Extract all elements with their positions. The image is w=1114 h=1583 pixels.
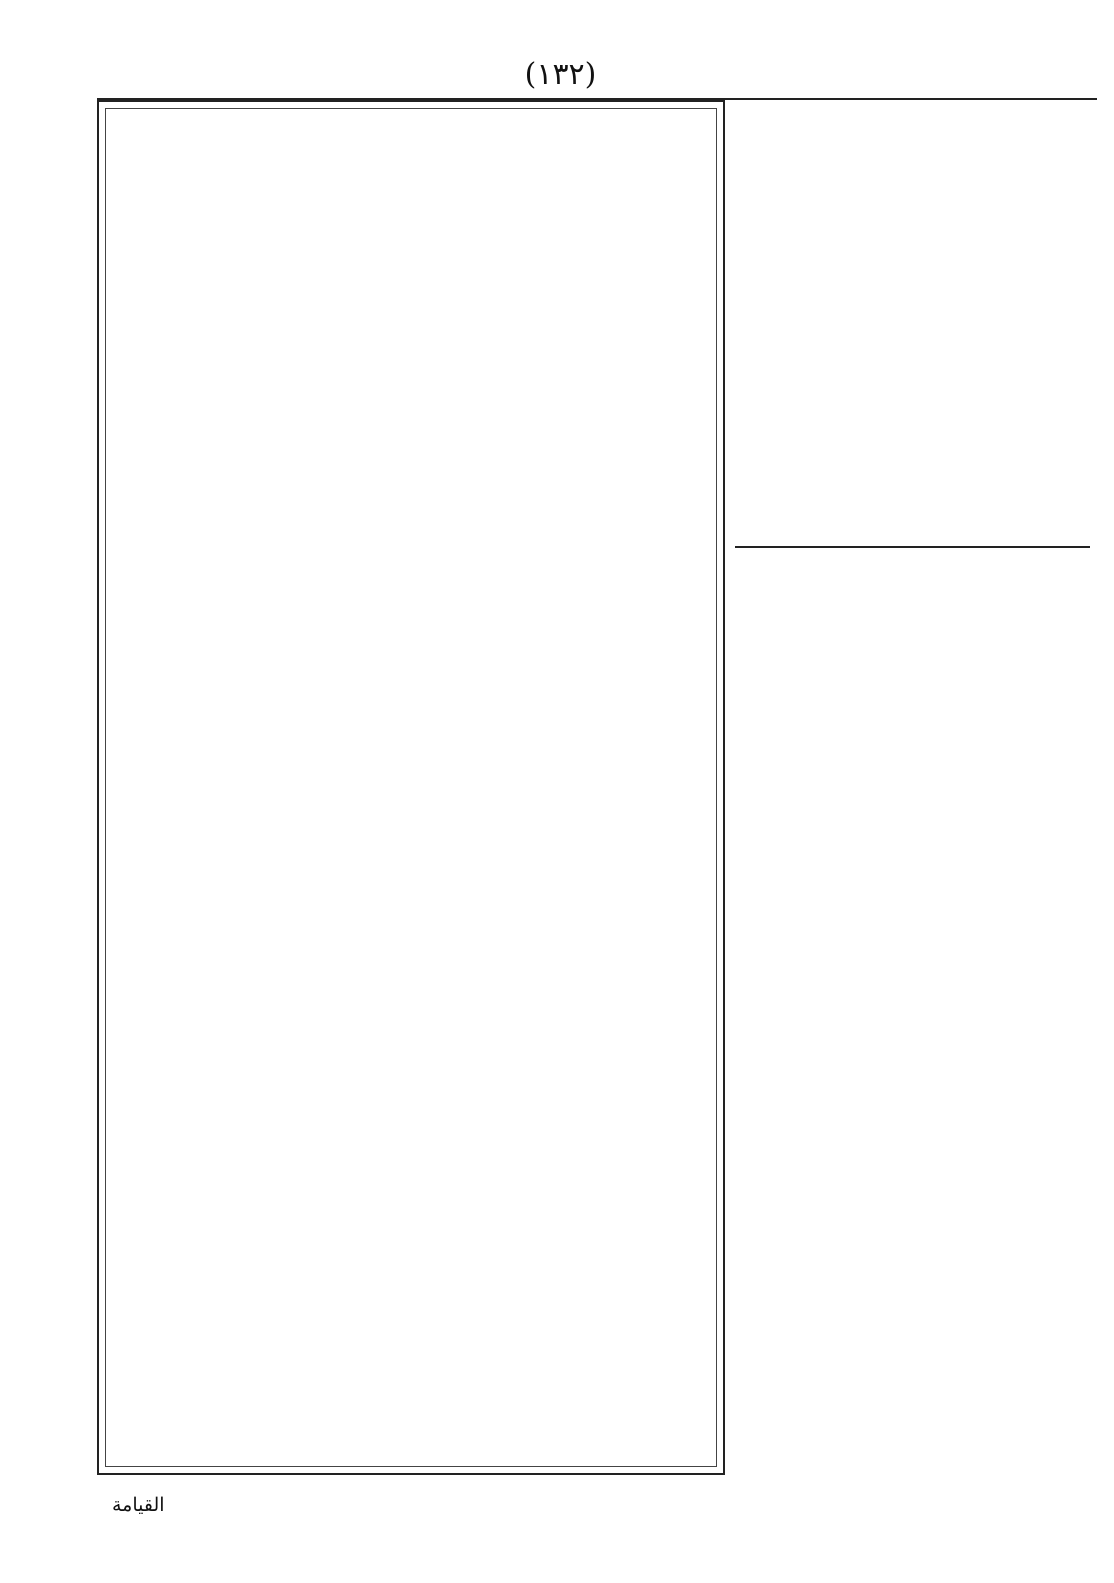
main-text-line: [115, 1439, 707, 1469]
main-text-line: [115, 1292, 707, 1322]
margin-bottom-line: [738, 1397, 1090, 1427]
margin-bottom-line: [738, 1165, 1090, 1195]
margin-bottom-line: [738, 701, 1090, 731]
main-text-line: [115, 322, 707, 352]
margin-bottom-line: [738, 1078, 1090, 1108]
main-text-line: [115, 645, 707, 675]
main-text-line: [115, 410, 707, 440]
margin-bottom-line: [738, 1107, 1090, 1137]
main-text-line: [115, 1380, 707, 1410]
margin-top-line: [738, 169, 1090, 199]
main-text-line: [115, 528, 707, 558]
margin-top-line: [738, 196, 1090, 226]
main-text-line: [115, 616, 707, 646]
main-text-line: [115, 263, 707, 293]
main-text-line: [115, 586, 707, 616]
main-text-line: [115, 792, 707, 822]
margin-bottom-line: [738, 1049, 1090, 1079]
margin-bottom-line: [738, 585, 1090, 615]
main-text-line: [115, 439, 707, 469]
main-text-line: [115, 939, 707, 969]
main-text-line: [115, 880, 707, 910]
main-text-line: [115, 704, 707, 734]
main-text-line: [115, 204, 707, 234]
main-text-line: [115, 1145, 707, 1175]
main-text-line: [115, 1174, 707, 1204]
main-text-line: [115, 1263, 707, 1293]
main-text-line: [115, 1204, 707, 1234]
main-text-line: [115, 381, 707, 411]
margin-top-line: [738, 461, 1090, 491]
margin-bottom-line: [738, 991, 1090, 1021]
margin-bottom-line: [738, 1136, 1090, 1166]
page-number: (١٣٢): [524, 57, 597, 92]
margin-bottom-line: [738, 759, 1090, 789]
margin-bottom-line: [738, 875, 1090, 905]
main-text-line: [115, 1027, 707, 1057]
main-text-line: [115, 1116, 707, 1146]
margin-bottom-line: [738, 817, 1090, 847]
main-text-line: [115, 851, 707, 881]
margin-bottom-line: [738, 730, 1090, 760]
margin-top-line: [738, 222, 1090, 252]
margin-divider-rule: [735, 546, 1090, 548]
margin-top-line: [738, 487, 1090, 517]
margin-bottom-line: [738, 846, 1090, 876]
margin-bottom-line: [738, 1310, 1090, 1340]
margin-top-line: [738, 116, 1090, 146]
margin-top-line: [738, 302, 1090, 332]
main-text-line: [115, 822, 707, 852]
margin-bottom-line: [738, 1339, 1090, 1369]
main-text-line: [115, 175, 707, 205]
main-text-line: [115, 351, 707, 381]
margin-bottom-line: [738, 1223, 1090, 1253]
main-text-line: [115, 998, 707, 1028]
main-text-line: [115, 1233, 707, 1263]
main-text-line: [115, 763, 707, 793]
margin-bottom-line: [738, 933, 1090, 963]
main-text-line: [115, 292, 707, 322]
main-text-line: [115, 910, 707, 940]
margin-bottom-line: [738, 962, 1090, 992]
main-text-line: [115, 1351, 707, 1381]
margin-bottom-line: [738, 1194, 1090, 1224]
main-text-line: [115, 969, 707, 999]
main-text-line: [115, 733, 707, 763]
main-text-line: [115, 1057, 707, 1087]
margin-top-line: [738, 249, 1090, 279]
margin-bottom-line: [738, 1020, 1090, 1050]
margin-top-line: [738, 514, 1090, 544]
margin-bottom-line: [738, 1252, 1090, 1282]
running-header: [18, 55, 1103, 95]
margin-bottom-line: [738, 614, 1090, 644]
main-text-line: [115, 469, 707, 499]
main-text-line: [115, 557, 707, 587]
margin-bottom-line: [738, 672, 1090, 702]
margin-bottom-line: [738, 1426, 1090, 1456]
margin-bottom-line: [738, 1455, 1090, 1485]
margin-top-line: [738, 408, 1090, 438]
margin-top-line: [738, 355, 1090, 385]
margin-top-line: [738, 143, 1090, 173]
margin-bottom-line: [738, 1281, 1090, 1311]
main-text-line: [115, 1321, 707, 1351]
margin-bottom-line: [738, 643, 1090, 673]
margin-bottom-line: [738, 1368, 1090, 1398]
main-text-line: [115, 1410, 707, 1440]
margin-top-line: [738, 381, 1090, 411]
main-text-line: [115, 1086, 707, 1116]
catchword: القيامة: [112, 1494, 165, 1516]
footer-margin-continuation: [500, 1490, 1100, 1520]
main-text-line: [115, 498, 707, 528]
margin-top-line: [738, 328, 1090, 358]
margin-top-line: [738, 275, 1090, 305]
margin-bottom-line: [738, 556, 1090, 586]
margin-bottom-line: [738, 788, 1090, 818]
main-text-line: [115, 116, 707, 146]
main-text-line: [115, 234, 707, 264]
margin-bottom-line: [738, 904, 1090, 934]
margin-top-line: [738, 434, 1090, 464]
main-text-line: [115, 675, 707, 705]
main-text-line: [115, 145, 707, 175]
